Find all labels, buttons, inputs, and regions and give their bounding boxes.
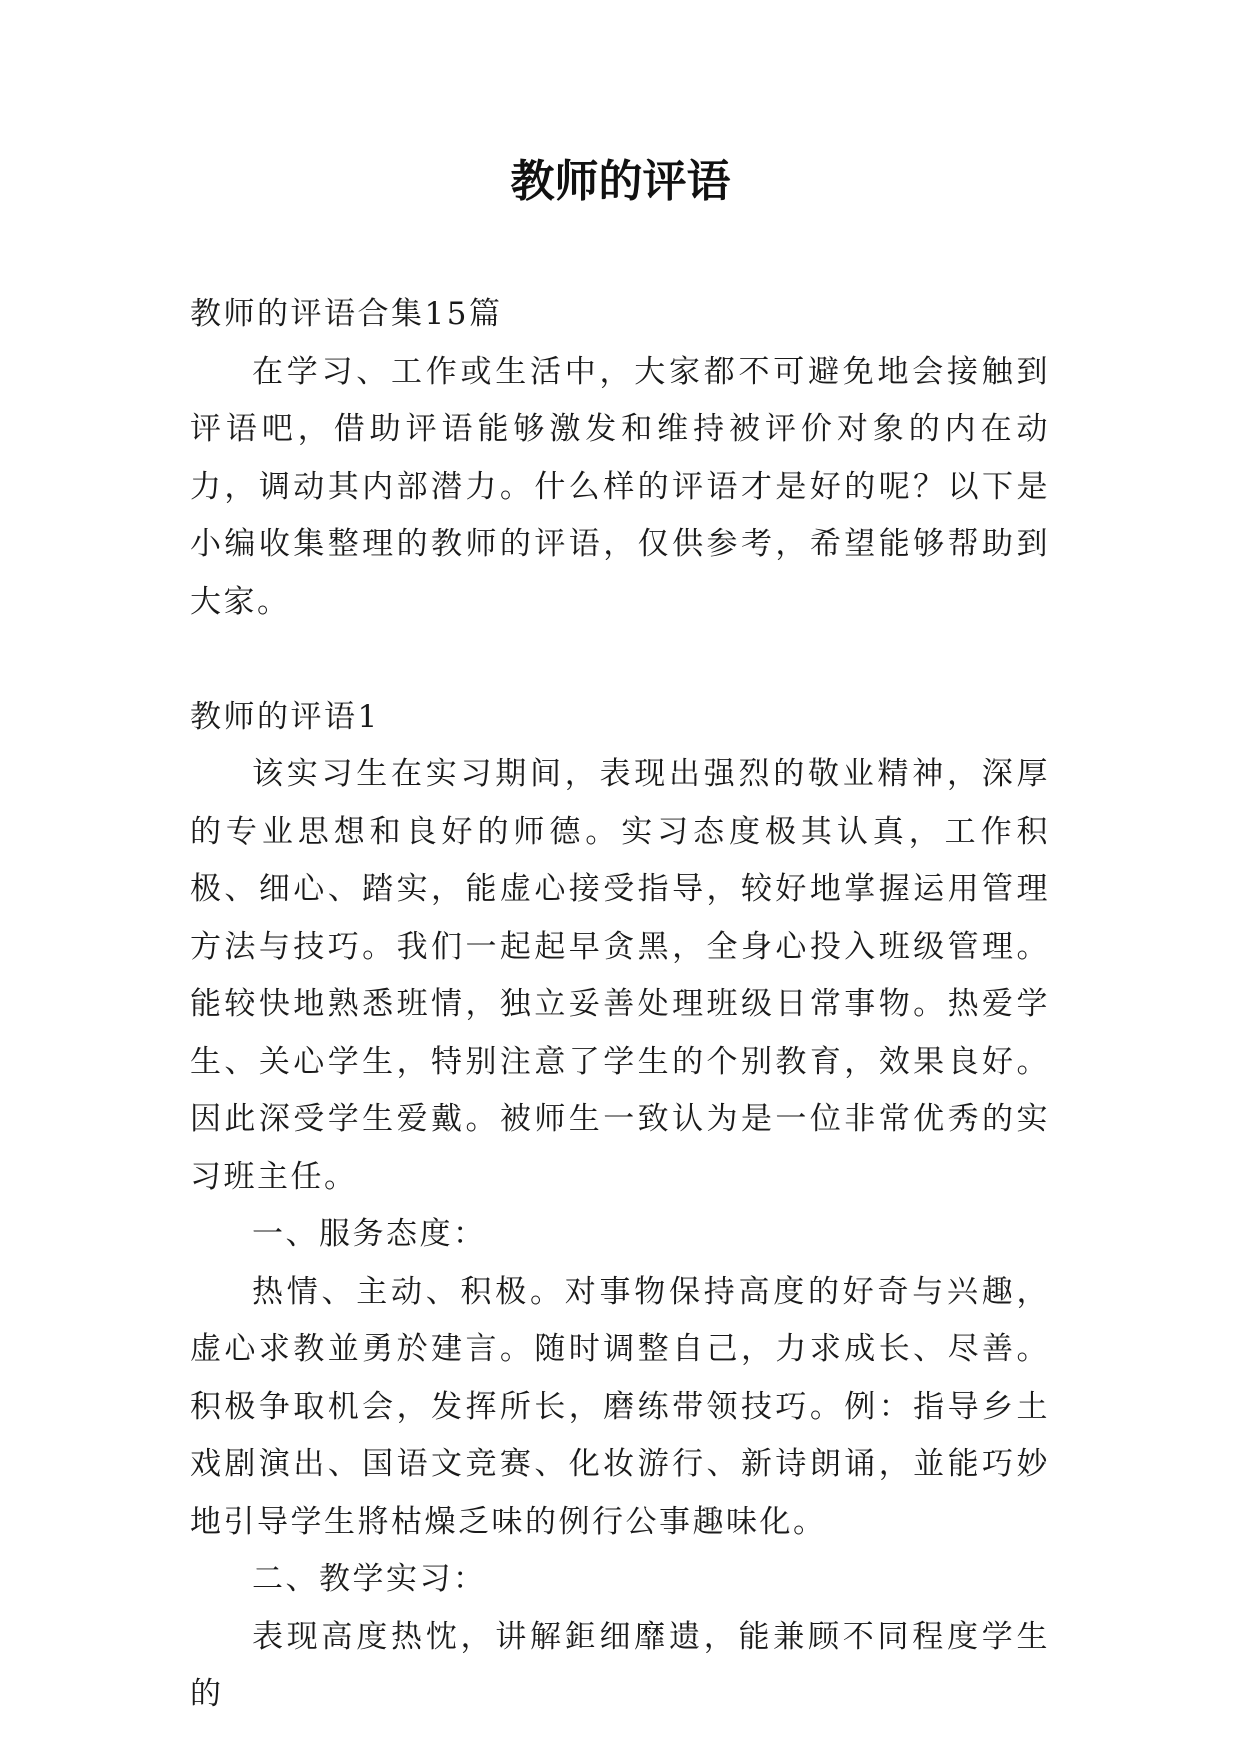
paragraph-spacer (190, 631, 1050, 689)
section-paragraph: 该实习生在实习期间，表现出强烈的敬业精神，深厚的专业思想和良好的师德。实习态度极其认真，工作积极、细心、踏实，能虚心接受指导，较好地掌握运用管理方法与技巧。我们一起起早贪黑，全身心投入班级管理。能较快地熟悉班情，独立妥善处理班级日常事物。热爱学生、关心学生，特别注意了学生的个别教育，效果良好。因此深受学生爱戴。被师生一致认为是一位非常优秀的实习班主任。 (190, 756, 1050, 1195)
intro-paragraph: 在学习、工作或生活中，大家都不可避免地会接触到评语吧，借助评语能够激发和维持被评价对象的内在动力，调动其内部潜力。什么样的评语才是好的呢？以下是小编收集整理的教师的评语，仅供参考，希望能够帮助到大家。 (190, 353, 1050, 620)
section-paragraph: 热情、主动、积极。对事物保持高度的好奇与兴趣，虚心求教並勇於建言。随时调整自己，力求成长、尽善。积极争取机会，发挥所长，磨练带领技巧。例：指导乡土戏剧演出、国语文竞赛、化妆游行、新诗朗诵，並能巧妙地引导学生將枯燥乏味的例行公事趣味化。 (190, 1273, 1050, 1540)
subheading-service-attitude: 一、服务态度： (252, 1216, 487, 1252)
document-body (190, 286, 1050, 1724)
section-heading: 教师的评语1 (190, 698, 380, 735)
collection-heading: 教师的评语合集15篇 (190, 296, 503, 332)
document-title: 教师的评语 (510, 156, 731, 207)
subheading-teaching-practice: 二、教学实习： (252, 1561, 487, 1597)
section-paragraph: 表现高度热忱，讲解鉅细靡遗，能兼顾不同程度学生的 (190, 1618, 1050, 1712)
